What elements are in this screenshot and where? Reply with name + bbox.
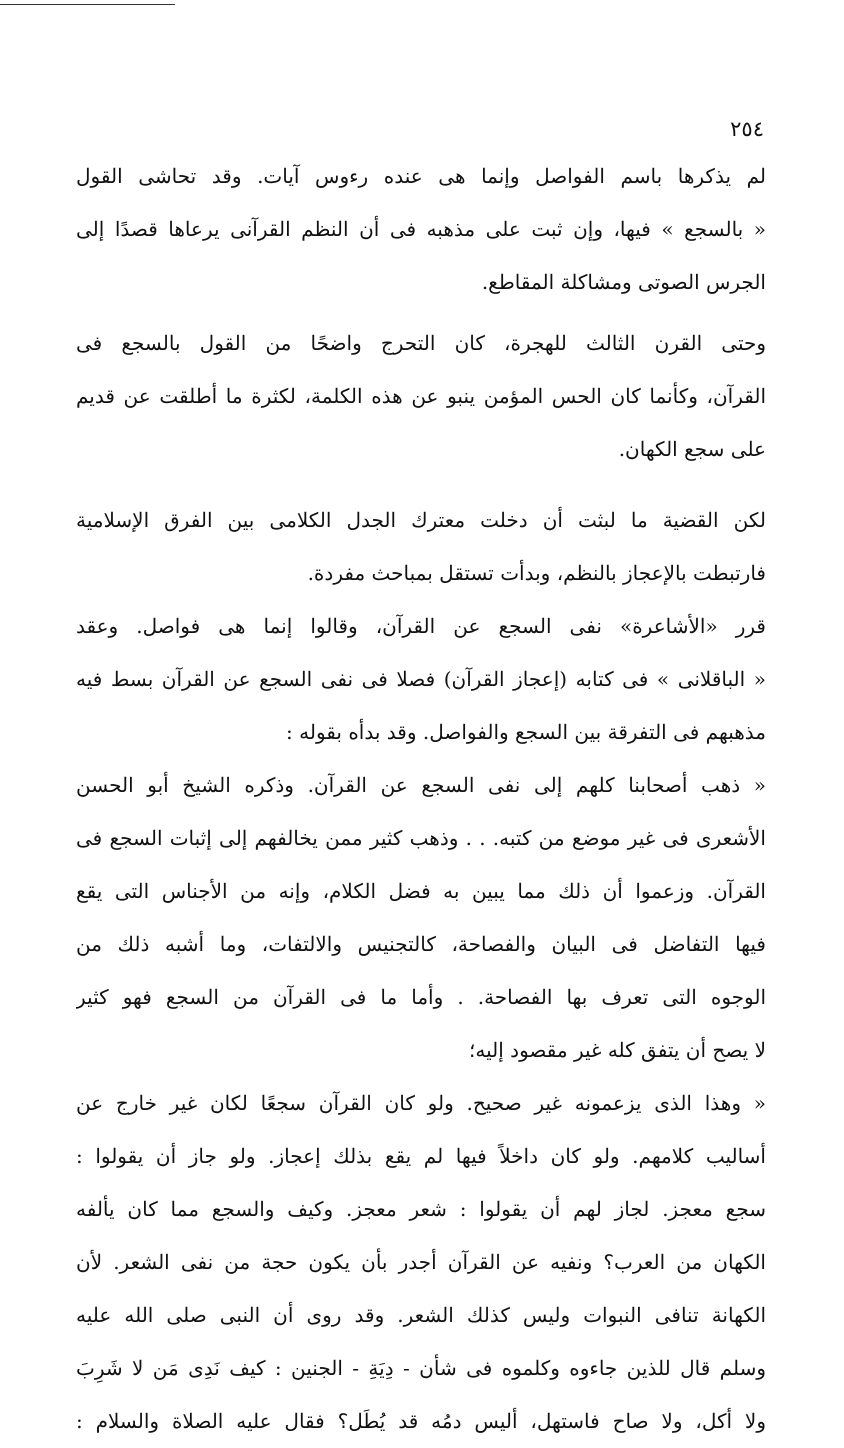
text-line: القرآن. وزعموا أن ذلك مما يبين به فضل الكلام، وإنه من الأجناس التى يقع bbox=[76, 879, 766, 903]
text-line: « ذهب أصحابنا كلهم إلى نفى السجع عن القرآن. وذكره الشيخ أبو الحسن bbox=[76, 773, 766, 797]
text-line: الجرس الصوتى ومشاكلة المقاطع. bbox=[481, 270, 766, 294]
text-line: « بالسجع » فيها، وإن ثبت على مذهبه فى أن النظم القرآنى يرعاها قصدًا إلى bbox=[76, 217, 766, 241]
paragraph-1 bbox=[76, 150, 766, 309]
text-line: الكهانة تنافى النبوات وليس كذلك الشعر. وقد روى أن النبى صلى الله عليه bbox=[76, 1303, 766, 1327]
page-number: ٢٥٤ bbox=[730, 117, 764, 141]
text-line: فيها التفاضل فى البيان والفصاحة، كالتجنيس والالتفات، وما أشبه ذلك من bbox=[76, 932, 766, 956]
paragraph-2 bbox=[76, 317, 766, 476]
text-line: أساليب كلامهم. ولو كان داخلاً فيها لم يقع بذلك إعجاز. ولو جاز أن يقولوا : bbox=[76, 1144, 766, 1168]
text-line: وسلم قال للذين جاءوه وكلموه فى شأن - دِيَةِ - الجنين : كيف نَدِى مَن لا شَرِبَ bbox=[76, 1356, 766, 1380]
text-line: « الباقلانى » فى كتابه (إعجاز القرآن) فصلا فى نفى السجع عن القرآن بسط فيه bbox=[76, 667, 766, 691]
top-rule bbox=[0, 4, 175, 5]
text-line: لم يذكرها باسم الفواصل وإنما هى عنده رءوس آيات. وقد تحاشى القول bbox=[76, 164, 766, 188]
paragraph-4 bbox=[76, 600, 766, 759]
text-line: فارتبطت بالإعجاز بالنظم، وبدأت تستقل بمباحث مفردة. bbox=[307, 561, 766, 585]
quotation-paragraph-1 bbox=[76, 759, 766, 1077]
text-line: الوجوه التى تعرف بها الفصاحة. . وأما ما فى القرآن من السجع فهو كثير bbox=[76, 985, 766, 1009]
text-line: مذهبهم فى التفرقة بين السجع والفواصل. وقد بدأه بقوله : bbox=[286, 720, 766, 744]
text-line: لكن القضية ما لبثت أن دخلت معترك الجدل الكلامى بين الفرق الإسلامية bbox=[76, 508, 766, 532]
text-line: وحتى القرن الثالث للهجرة، كان التحرج واضحًا من القول بالسجع فى bbox=[76, 331, 766, 355]
text-line: ولا أكل، ولا صاح فاستهل، أليس دمُه قد يُطَل؟ فقال عليه الصلاة والسلام : bbox=[76, 1409, 766, 1433]
text-line: سجع معجز. لجاز لهم أن يقولوا : شعر معجز. وكيف والسجع مما كان يألفه bbox=[76, 1197, 766, 1221]
quotation-paragraph-2 bbox=[76, 1077, 766, 1448]
text-line: الأشعرى فى غير موضع من كتبه. . . وذهب كثير ممن يخالفهم إلى إثبات السجع فى bbox=[76, 826, 766, 850]
text-line: لا يصح أن يتفق كله غير مقصود إليه؛ bbox=[469, 1038, 766, 1062]
document-page bbox=[76, 114, 766, 1448]
text-line: على سجع الكهان. bbox=[618, 437, 766, 461]
text-line: الكهان من العرب؟ ونفيه عن القرآن أجدر بأن يكون حجة من نفى الشعر. لأن bbox=[76, 1250, 766, 1274]
text-line: قرر «الأشاعرة» نفى السجع عن القرآن، وقالوا إنما هى فواصل. وعقد bbox=[76, 614, 766, 638]
text-line: القرآن، وكأنما كان الحس المؤمن ينبو عن هذه الكلمة، لكثرة ما أطلقت عن قديم bbox=[76, 384, 766, 408]
text-line: « وهذا الذى يزعمونه غير صحيح. ولو كان القرآن سجعًا لكان غير خارج عن bbox=[76, 1091, 766, 1115]
paragraph-3 bbox=[76, 494, 766, 600]
